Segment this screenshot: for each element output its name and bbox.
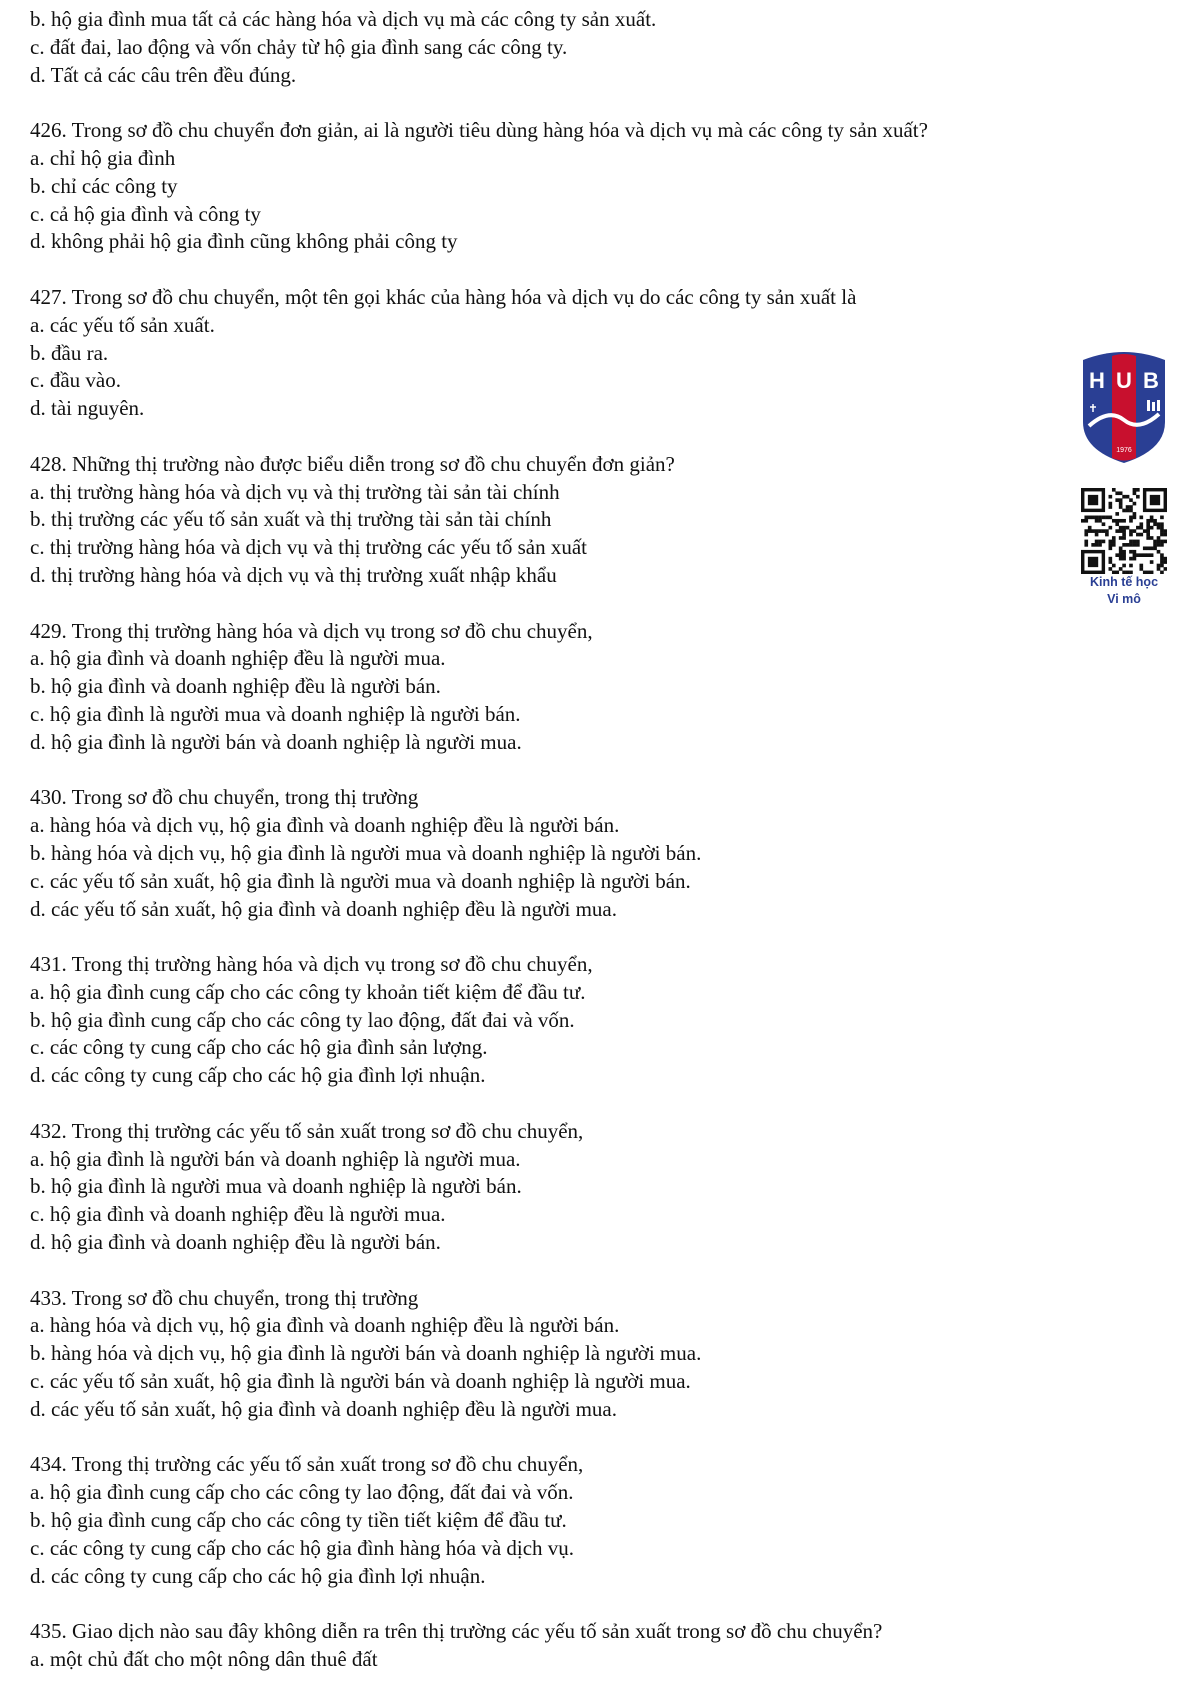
answer-option: b. thị trường các yếu tố sản xuất và thị trường tài sản tài chính (30, 507, 552, 532)
answer-option: c. đầu vào. (30, 368, 121, 393)
answer-option: d. tài nguyên. (30, 396, 145, 421)
question-block (30, 284, 1060, 423)
question-text: 434. Trong thị trường các yếu tố sản xuất trong sơ đồ chu chuyển, (30, 1452, 584, 1477)
answer-option: d. không phải hộ gia đình cũng không phải công ty (30, 229, 458, 254)
question-text: 428. Những thị trường nào được biểu diễn trong sơ đồ chu chuyển đơn giản? (30, 451, 675, 476)
answer-option: d. các công ty cung cấp cho các hộ gia đình lợi nhuận. (30, 1563, 486, 1588)
answer-option: c. hộ gia đình là người mua và doanh nghiệp là người bán. (30, 701, 521, 726)
answer-option: b. hộ gia đình là người mua và doanh nghiệp là người bán. (30, 1174, 522, 1199)
question-block (30, 618, 1060, 757)
logo-year: 1976 (1116, 447, 1132, 454)
question-text: 432. Trong thị trường các yếu tố sản xuất trong sơ đồ chu chuyển, (30, 1118, 584, 1143)
answer-option: b. hộ gia đình mua tất cả các hàng hóa và dịch vụ mà các công ty sản xuất. (30, 7, 657, 31)
caption-vi-mo: Vi mô (1107, 592, 1141, 606)
paragraph-gap (30, 923, 1060, 951)
qr-code (1081, 488, 1167, 574)
question-text: 426. Trong sơ đồ chu chuyển đơn giản, ai là người tiêu dùng hàng hóa và dịch vụ mà các công ty sản xuất? (30, 118, 928, 143)
logo-letter-u: U (1116, 368, 1132, 393)
answer-option: b. chỉ các công ty (30, 173, 178, 198)
answer-option: c. các yếu tố sản xuất, hộ gia đình là người mua và doanh nghiệp là người bán. (30, 868, 691, 893)
caption-kinh-te-hoc: Kinh tế học (1089, 575, 1159, 589)
paragraph-gap (30, 590, 1060, 618)
answer-option: a. hàng hóa và dịch vụ, hộ gia đình và doanh nghiệp đều là người bán. (30, 813, 620, 838)
logo-letter-h: H (1089, 368, 1105, 393)
question-text: 430. Trong sơ đồ chu chuyển, trong thị trường (30, 785, 419, 810)
answer-option: d. Tất cả các câu trên đều đúng. (30, 62, 297, 87)
answer-option: a. thị trường hàng hóa và dịch vụ và thị trường tài sản tài chính (30, 479, 560, 504)
answer-option: a. hàng hóa và dịch vụ, hộ gia đình và doanh nghiệp đều là người bán. (30, 1313, 620, 1338)
answer-option: b. hộ gia đình cung cấp cho các công ty tiền tiết kiệm để đầu tư. (30, 1508, 567, 1533)
answer-option: a. hộ gia đình cung cấp cho các công ty khoản tiết kiệm để đầu tư. (30, 979, 586, 1004)
answer-option: c. thị trường hàng hóa và dịch vụ và thị trường các yếu tố sản xuất (30, 535, 587, 560)
answer-option: c. các công ty cung cấp cho các hộ gia đình sản lượng. (30, 1035, 488, 1060)
answer-option: d. các công ty cung cấp cho các hộ gia đình lợi nhuận. (30, 1063, 486, 1088)
answer-option: a. chỉ hộ gia đình (30, 145, 176, 170)
answer-option: b. hộ gia đình và doanh nghiệp đều là người bán. (30, 674, 441, 699)
answer-option: d. hộ gia đình và doanh nghiệp đều là người bán. (30, 1230, 441, 1255)
paragraph-gap (30, 1424, 1060, 1452)
question-block (30, 1118, 1060, 1257)
paragraph-gap (30, 256, 1060, 284)
logo-letter-b: B (1143, 368, 1159, 393)
answer-option: c. đất đai, lao động và vốn chảy từ hộ gia đình sang các công ty. (30, 34, 568, 59)
paragraph-gap (30, 1590, 1060, 1618)
paragraph-gap (30, 423, 1060, 451)
answer-option: a. hộ gia đình là người bán và doanh nghiệp là người mua. (30, 1146, 521, 1171)
answer-option: d. hộ gia đình là người bán và doanh nghiệp là người mua. (30, 729, 522, 754)
paragraph-gap (30, 1090, 1060, 1118)
answer-option: c. cả hộ gia đình và công ty (30, 201, 261, 226)
answer-option: c. hộ gia đình và doanh nghiệp đều là người mua. (30, 1202, 446, 1227)
question-text: 431. Trong thị trường hàng hóa và dịch vụ trong sơ đồ chu chuyển, (30, 952, 593, 977)
hub-logo (1079, 346, 1169, 466)
question-block (30, 784, 1060, 923)
answer-option: b. hàng hóa và dịch vụ, hộ gia đình là người bán và doanh nghiệp là người mua. (30, 1341, 702, 1366)
question-block (30, 951, 1060, 1090)
sidebar-branding (1068, 346, 1180, 608)
question-block (30, 1451, 1060, 1590)
answer-option: d. thị trường hàng hóa và dịch vụ và thị trường xuất nhập khẩu (30, 562, 557, 587)
answer-option: a. hộ gia đình và doanh nghiệp đều là người mua. (30, 646, 446, 671)
paragraph-gap (30, 1257, 1060, 1285)
paragraph-gap (30, 757, 1060, 785)
paragraph-gap (30, 89, 1060, 117)
answer-option: a. một chủ đất cho một nông dân thuê đất (30, 1647, 378, 1672)
question-block (30, 1285, 1060, 1424)
question-text: 427. Trong sơ đồ chu chuyển, một tên gọi khác của hàng hóa và dịch vụ do các công ty sản xuất là (30, 284, 857, 309)
answer-option: d. các yếu tố sản xuất, hộ gia đình và doanh nghiệp đều là người mua. (30, 1396, 618, 1421)
answer-option: c. các yếu tố sản xuất, hộ gia đình là người bán và doanh nghiệp là người mua. (30, 1369, 691, 1394)
answer-option: b. hàng hóa và dịch vụ, hộ gia đình là người mua và doanh nghiệp là người bán. (30, 840, 702, 865)
answer-option: b. hộ gia đình cung cấp cho các công ty lao động, đất đai và vốn. (30, 1007, 575, 1032)
answer-option: d. các yếu tố sản xuất, hộ gia đình và doanh nghiệp đều là người mua. (30, 896, 618, 921)
question-text: 429. Trong thị trường hàng hóa và dịch vụ trong sơ đồ chu chuyển, (30, 618, 593, 643)
answer-option: a. hộ gia đình cung cấp cho các công ty lao động, đất đai và vốn. (30, 1480, 574, 1505)
answer-option: c. các công ty cung cấp cho các hộ gia đình hàng hóa và dịch vụ. (30, 1535, 575, 1560)
question-text: 435. Giao dịch nào sau đây không diễn ra trên thị trường các yếu tố sản xuất trong sơ đồ chu chuyển? (30, 1619, 883, 1644)
question-text: 433. Trong sơ đồ chu chuyển, trong thị trường (30, 1285, 419, 1310)
document-body (30, 6, 1060, 1674)
question-block (30, 451, 1060, 590)
question-block (30, 6, 1060, 89)
question-block (30, 1618, 1060, 1674)
answer-option: b. đầu ra. (30, 340, 109, 365)
question-block (30, 117, 1060, 256)
answer-option: a. các yếu tố sản xuất. (30, 312, 215, 337)
